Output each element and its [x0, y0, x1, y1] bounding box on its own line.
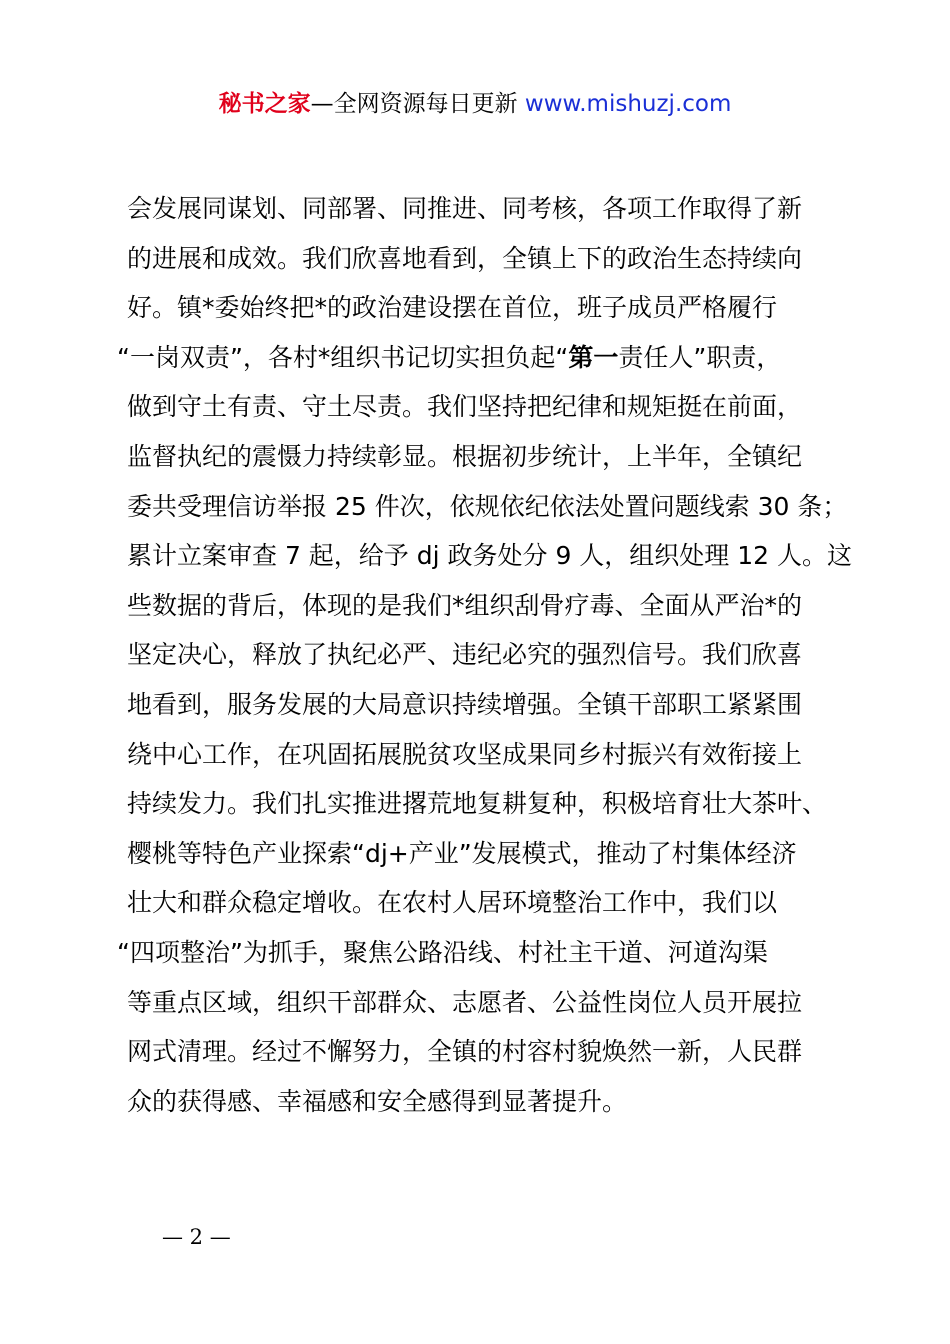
body-line: 累计立案审查 7 起，给予 dj 政务处分 9 人，组织处理 12 人。这 — [127, 541, 853, 571]
page-number: — 2 — — [162, 1225, 231, 1249]
body-line: 等重点区域，组织干部群众、志愿者、公益性岗位人员开展拉 — [127, 987, 803, 1017]
body-line-text: 责任人”职责， — [618, 342, 782, 372]
body-line: 坚定决心，释放了执纪必严、违纪必究的强烈信号。我们欣喜 — [127, 640, 803, 670]
body-line: 的进展和成效。我们欣喜地看到，全镇上下的政治生态持续向 — [127, 243, 803, 273]
body-line: 些数据的背后，体现的是我们*组织刮骨疗毒、全面从严治*的 — [127, 590, 803, 620]
site-header — [0, 88, 950, 120]
body-line-bold-text: 第一 — [568, 342, 619, 372]
document-body — [117, 184, 857, 1126]
body-line: 委共受理信访举报 25 件次，依规依纪依法处置问题线索 30 条； — [127, 491, 848, 521]
site-tagline: —全网资源每日更新 — [310, 91, 525, 117]
body-line: 绕中心工作，在巩固拓展脱贫攻坚成果同乡村振兴有效衔接上 — [127, 739, 803, 769]
body-line: 网式清理。经过不懈努力，全镇的村容村貌焕然一新，人民群 — [127, 1037, 803, 1067]
body-line: 地看到，服务发展的大局意识持续增强。全镇干部职工紧紧围 — [127, 689, 803, 719]
body-line: “四项整治”为抓手，聚焦公路沿线、村社主干道、河道沟渠 — [117, 937, 768, 967]
body-line: 持续发力。我们扎实推进撂荒地复耕复种，积极培育壮大茶叶、 — [127, 789, 828, 819]
body-line: 监督执纪的震慑力持续彰显。根据初步统计，上半年，全镇纪 — [127, 441, 803, 471]
site-brand: 秘书之家 — [218, 91, 311, 117]
body-line: 会发展同谋划、同部署、同推进、同考核，各项工作取得了新 — [127, 194, 803, 223]
body-line: 樱桃等特色产业探索“dj+产业”发展模式，推动了村集体经济 — [127, 838, 797, 868]
body-line-text: “一岗双责”，各村*组织书记切实担负起“ — [117, 342, 569, 372]
body-line — [117, 333, 857, 383]
body-line: 好。镇*委始终把*的政治建设摆在首位，班子成员严格履行 — [127, 293, 778, 323]
body-line: 壮大和群众稳定增收。在农村人居环境整治工作中，我们以 — [127, 888, 778, 918]
body-line: 做到守土有责、守土尽责。我们坚持把纪律和规矩挺在前面， — [127, 392, 803, 422]
body-line: 众的获得感、幸福感和安全感得到显著提升。 — [127, 1086, 628, 1116]
site-url-link[interactable]: www.mishuzj.com — [524, 91, 732, 117]
